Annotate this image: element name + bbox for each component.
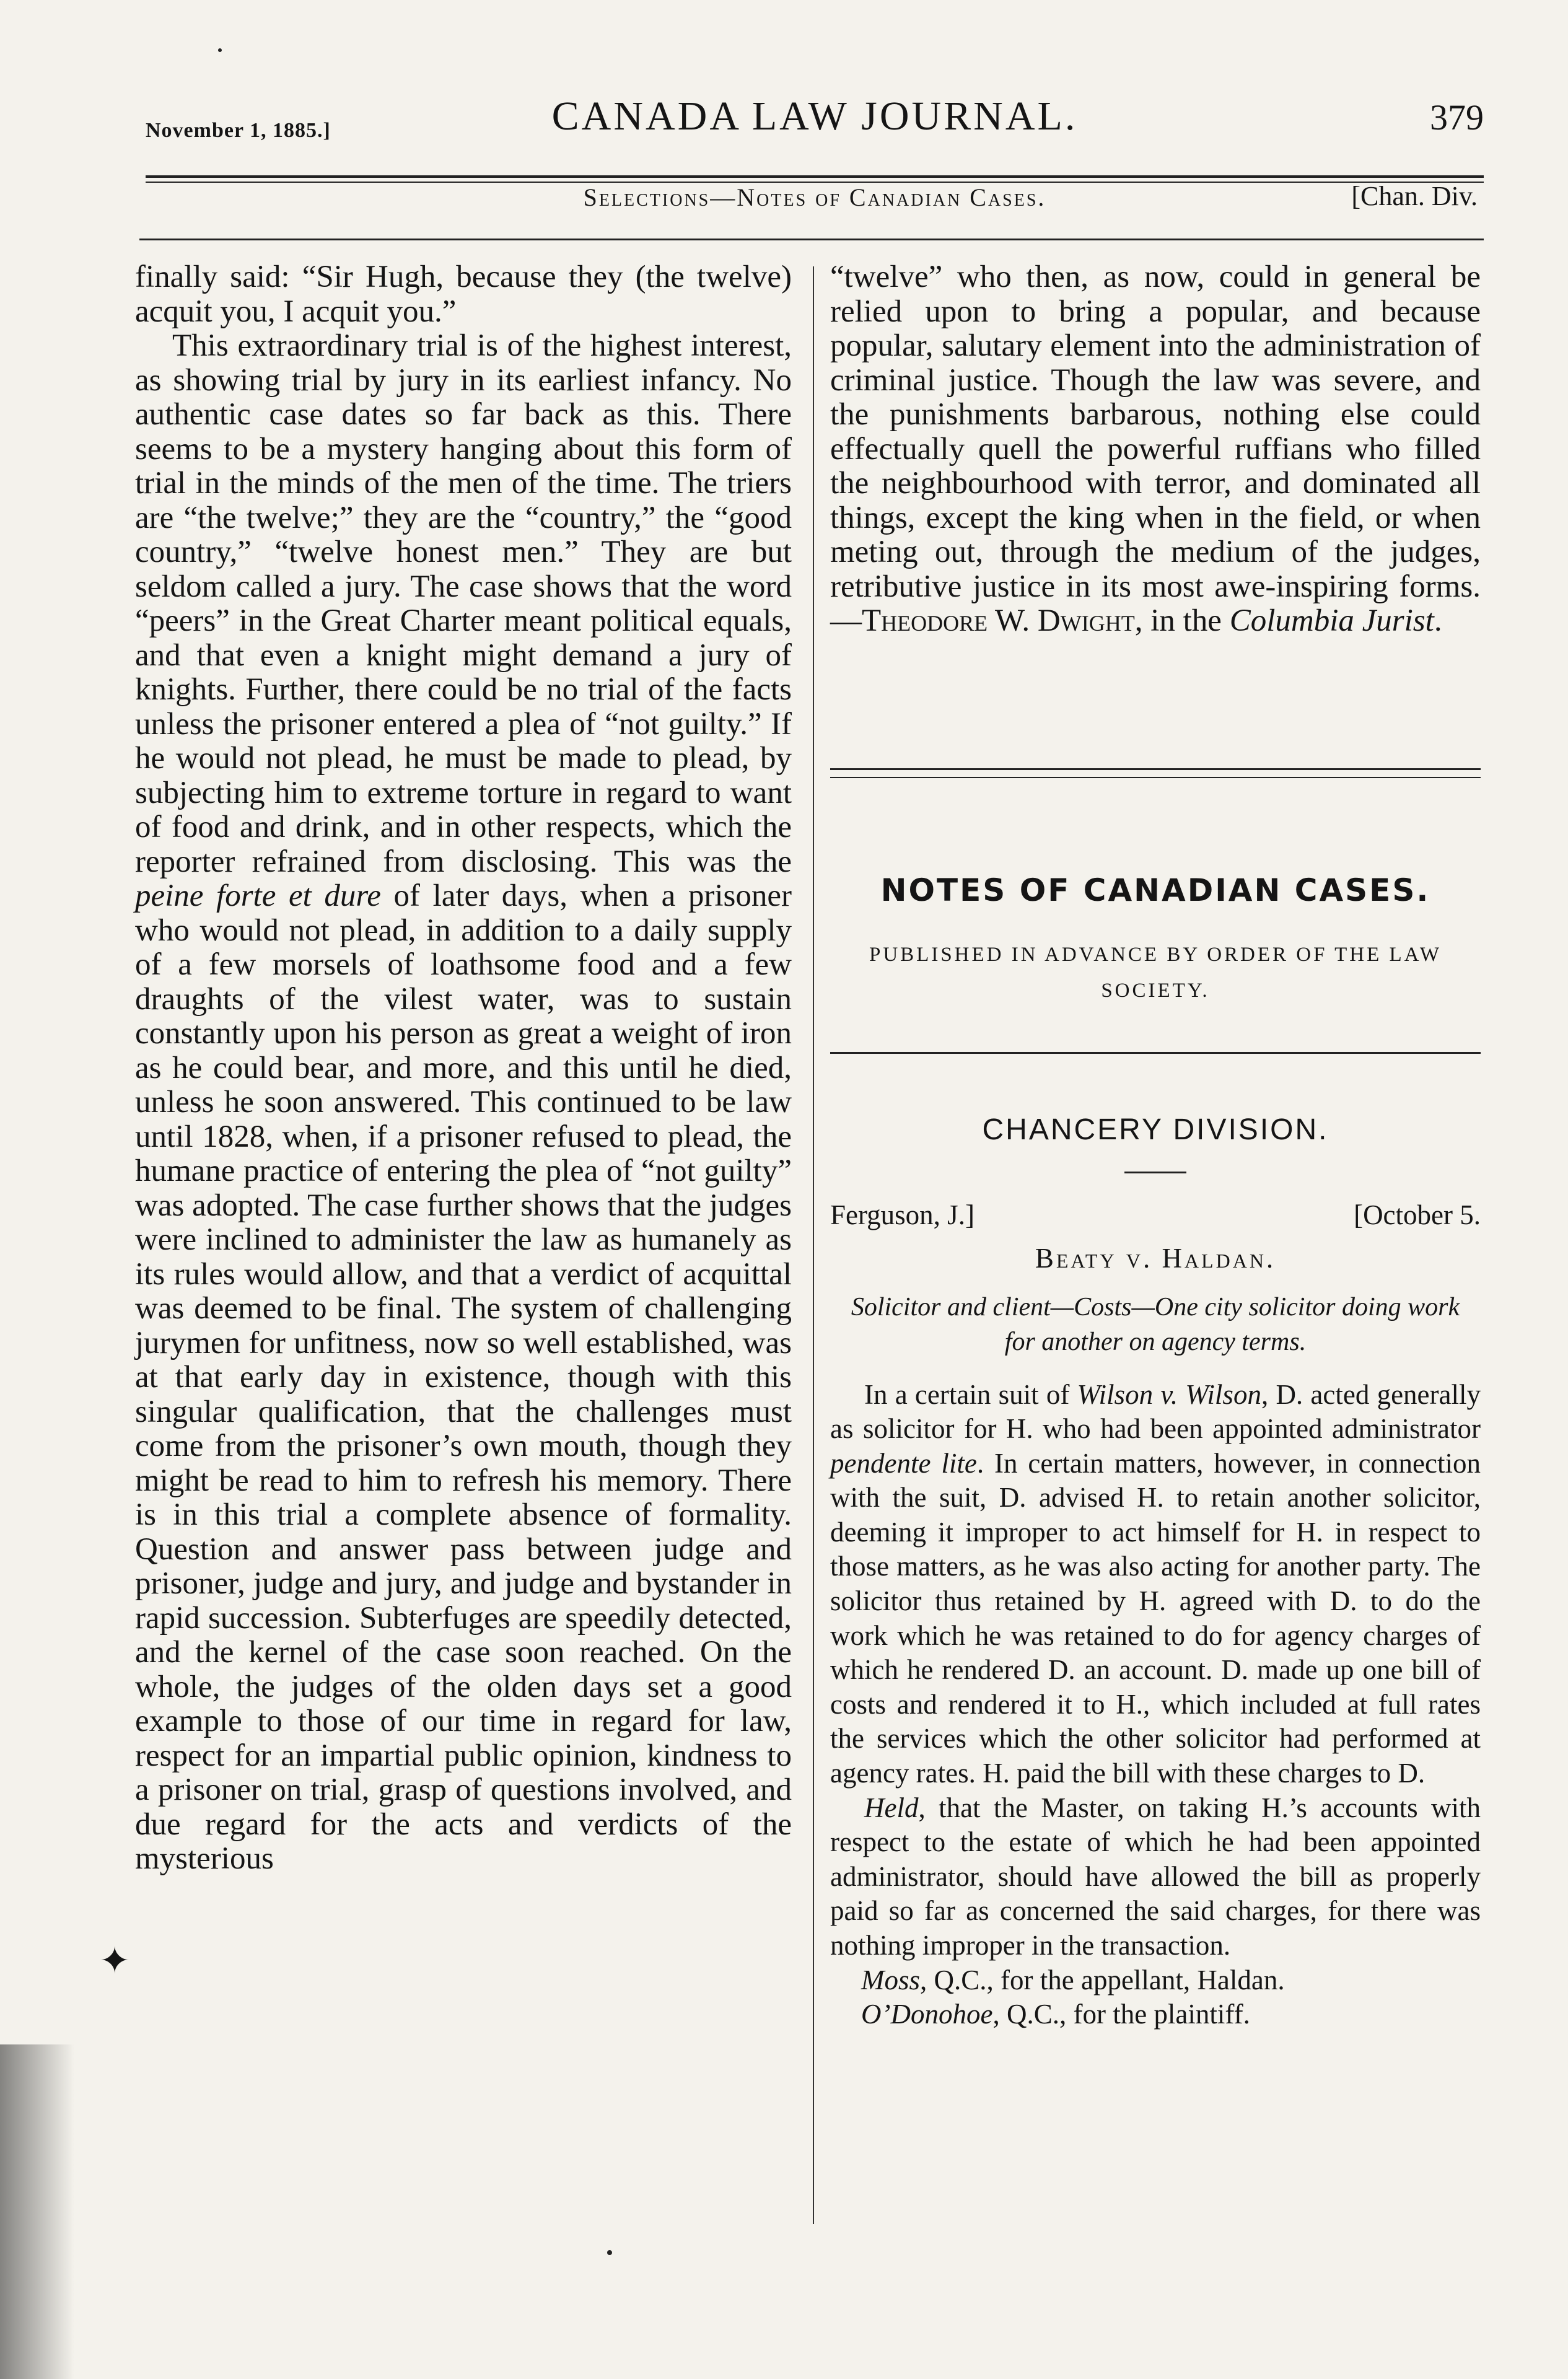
held-label: Held bbox=[864, 1792, 919, 1823]
judge-name: Ferguson, J.] bbox=[830, 1199, 975, 1230]
source-title: Columbia Jurist bbox=[1229, 603, 1434, 638]
division-label: [Chan. Div. bbox=[1351, 181, 1478, 211]
notes-heading: NOTES OF CANADIAN CASES. bbox=[880, 872, 1430, 908]
latin-phrase: peine forte et dure bbox=[135, 878, 381, 913]
case-body bbox=[830, 1378, 1481, 2032]
notes-section bbox=[830, 774, 1481, 2032]
page-edge-shadow bbox=[0, 2044, 74, 2379]
author-name: Theodore W. Dwight bbox=[862, 603, 1135, 638]
column-divider bbox=[813, 266, 814, 2224]
counsel-plaintiff: O’Donohoe, Q.C., for the plaintiff. bbox=[861, 1999, 1250, 2030]
short-rule bbox=[1124, 1172, 1186, 1173]
counsel-appellant: Moss, Q.C., for the appellant, Haldan. bbox=[861, 1964, 1285, 1996]
page-mark-top bbox=[218, 48, 222, 52]
pendente-lite: pendente lite bbox=[830, 1447, 977, 1479]
issue-date: November 1, 1885.] bbox=[146, 119, 331, 142]
section-rule bbox=[139, 239, 1484, 240]
header-rule-top bbox=[146, 175, 1484, 178]
section-line bbox=[146, 183, 1484, 220]
case-name: Beaty v. Haldan. bbox=[1035, 1243, 1276, 1274]
page-mark-bottom bbox=[607, 2250, 612, 2255]
section-title: Selections—Notes of Canadian Cases. bbox=[583, 183, 1046, 211]
notes-divider bbox=[830, 1052, 1481, 1054]
margin-mark-icon: ✦ bbox=[99, 1940, 131, 1981]
left-paragraph-2: This extraordinary trial is of the highest interest, as showing trial by jury in its earliest infancy. No authentic case dates so far back as this. There seems to be a mystery hanging about this form of trial in the minds of the men of the time. The triers are “the twelve;” they are the “country,” the “good country,” “twelve honest men.” They are but seldom called a jury. The case shows that the word “peers” in the Great Charter meant political equals, and that even a knight might demand a jury of knights. Further, there could be no trial of the facts unless the prisoner entered a plea of “not guilty.” If he would not plead, he must be made to plead, by subjecting him to extreme torture in regard to want of food and drink, and in other respects, which the reporter refrained from disclosing. This was the peine forte et dure of later days, when a prisoner who would not plead, in addition to a daily supply of a few morsels of loathsome food and a few draughts of the vilest water, was to sustain constantly upon his person as great a weight of iron as he could bear, and more, and this until he died, unless he soon answered. This continued to be law until 1828, when, if a prisoner refused to plead, the humane practice of entering the plea of “not guilty” was adopted. The case further shows that the judges were inclined to administer the law as humanely as its rules would allow, and that a verdict of acquittal was deemed to be final. The system of challenging jurymen for unfitness, now so well established, was at that early day in existence, though with this singular qualification, that the challenges must come from the prisoner’s own mouth, though they might be read to him to refresh his memory. There is in this trial a complete absence of formality. Question and answer pass between judge and prisoner, judge and jury, and judge and bystander in rapid succession. Subterfuges are speedily detected, and the kernel of the case soon reached. On the whole, the judges of the olden days set a good example to those of our time in regard for law, respect for an impartial public opinion, kindness to a prisoner on trial, grasp of questions involved, and due regard for the acts and verdicts of the mysterious bbox=[135, 328, 792, 1876]
left-paragraph-1: finally said: “Sir Hugh, because they (the twelve) acquit you, I acquit you.” bbox=[135, 260, 792, 329]
case-date: [October 5. bbox=[1354, 1199, 1481, 1230]
running-head bbox=[146, 93, 1484, 149]
case-facts: In a certain suit of Wilson v. Wilson, D. acted generally as solicitor for H. who had been appointed administrator pendente lite. In certain matters, however, in connection with the suit, D. advised H. to retain another solicitor, deeming it improper to act himself for H. in respect to those matters, as he was also acting for another party. The solicitor thus retained by H. agreed with D. to do the work which he was retained to do for agency charges of which he rendered D. an account. D. made up one bill of costs and rendered it to H., which included at full rates the services which the other solicitor had performed at agency rates. H. paid the bill with these charges to D. bbox=[830, 1378, 1481, 1789]
journal-title: CANADA LAW JOURNAL. bbox=[551, 94, 1078, 139]
notes-rule-top bbox=[830, 768, 1481, 770]
left-column bbox=[135, 260, 792, 1877]
judge-line bbox=[830, 1198, 1481, 1235]
right-continuation: “twelve” who then, as now, could in general be relied upon to bring a popular, and because popular, salutary element into the administration of criminal justice. Though the law was severe, and the punishments barbarous, nothing else could effectually quell the powerful ruffians who filled the neighbourhood with terror, and dominated all things, except the king when in the field, or when meting out, through the medium of the judges, retributive justice in its most awe-inspiring forms.—Theodore W. Dwight, in the Columbia Jurist. bbox=[830, 260, 1481, 638]
case-reference: Wilson v. Wilson bbox=[1077, 1378, 1261, 1410]
headnote: Solicitor and client—Costs—One city solicitor doing work for another on agency terms. bbox=[851, 1292, 1460, 1356]
case-holding: Held, that the Master, on taking H.’s accounts with respect to the estate of which he had been appointed administrator, should have allowed the bill as properly paid so far as concerned the said charges, for there was nothing improper in the transaction. bbox=[830, 1792, 1481, 1961]
right-column bbox=[830, 260, 1481, 2030]
page-number: 379 bbox=[1430, 97, 1484, 138]
notes-subheading: PUBLISHED IN ADVANCE BY ORDER OF THE LAW SOCIETY. bbox=[869, 943, 1442, 1002]
division-title: CHANCERY DIVISION. bbox=[982, 1113, 1329, 1146]
